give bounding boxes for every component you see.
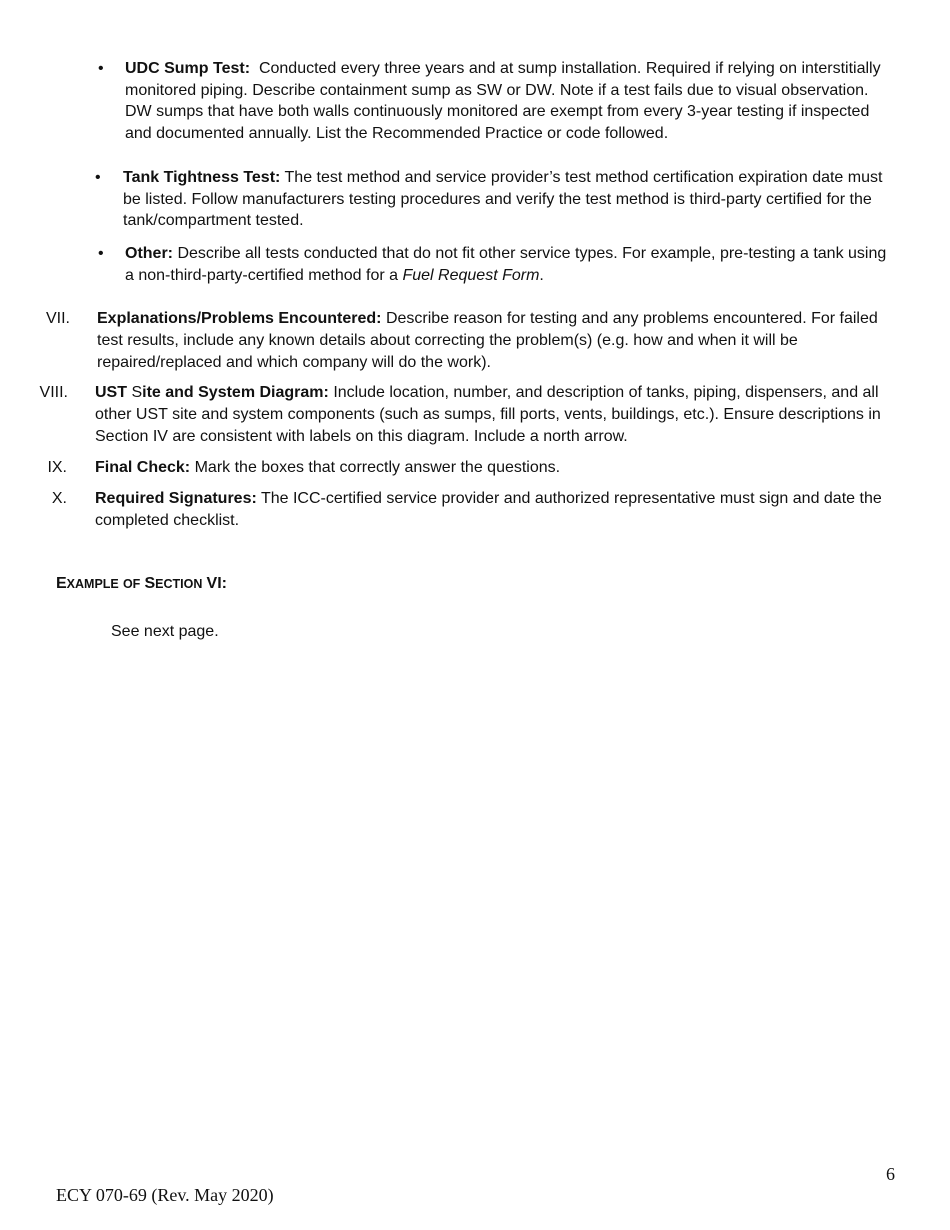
item-vii xyxy=(0,308,900,374)
item-label-rest: ite and System Diagram: xyxy=(142,384,329,401)
item-numeral: IX. xyxy=(47,459,67,476)
item-text xyxy=(97,308,892,374)
item-label: Final Check: xyxy=(95,459,191,476)
bullet-period: . xyxy=(539,266,544,284)
bullet-tank-tightness-test xyxy=(95,167,900,237)
item-numeral: VII. xyxy=(45,310,70,327)
bullet-body: The test method and service provider’s test method certification expiration date must be listed. Follow manufacturers testing procedures and verify the test method is third-party certified for the tank/compartment tested. xyxy=(123,169,883,229)
item-body: Describe reason for testing and any problems encountered. For failed test results, include any known details about correcting the problem(s) (e.g. how and when it will be repaired/replaced and which company will do the work). xyxy=(97,310,878,371)
bullet-other xyxy=(98,243,898,288)
item-body: Mark the boxes that correctly answer the questions. xyxy=(194,459,561,476)
item-text xyxy=(95,382,895,448)
bullet-text xyxy=(125,243,895,286)
item-text xyxy=(95,457,895,479)
see-next-page-text: See next page. xyxy=(111,623,219,640)
bullet-label: UDC Sump Test: xyxy=(125,60,251,77)
item-numeral: VIII. xyxy=(39,384,68,401)
item-text xyxy=(95,488,895,532)
bullet-body: Describe all tests conducted that do not fit other service types. For example, pre-testing a tank using a non-third-party-certified method for a xyxy=(125,245,887,284)
item-x xyxy=(0,488,900,532)
bullet-label: Other: xyxy=(125,245,173,262)
item-label: Required Signatures: xyxy=(95,490,257,507)
item-ix xyxy=(0,457,900,479)
footer-form-number: ECY 070-69 (Rev. May 2020) xyxy=(56,1185,274,1205)
item-numeral: X. xyxy=(51,490,67,507)
bullet-dot: • xyxy=(98,60,104,77)
bullet-text xyxy=(125,58,895,144)
bullet-italic: Fuel Request Form xyxy=(402,266,540,284)
item-viii xyxy=(0,382,900,448)
item-label-s: S xyxy=(131,384,143,401)
bullet-label: Tank Tightness Test: xyxy=(123,169,281,186)
bullet-dot: • xyxy=(95,169,101,186)
page-number: 6 xyxy=(886,1164,895,1184)
example-section-heading: EXAMPLE OF SECTION VI: xyxy=(56,575,227,592)
item-body: Include location, number, and description of tanks, piping, dispensers, and all other UST site and system components (such as sumps, fill ports, vents, buildings, etc.). Ensure descriptions in Section IV are consistent with labels on this diagram. Include a north arrow. xyxy=(95,384,881,445)
bullet-dot: • xyxy=(98,245,104,262)
item-label: Explanations/Problems Encountered: xyxy=(97,310,382,327)
item-body: The ICC-certified service provider and authorized representative must sign and date the completed checklist. xyxy=(95,490,882,529)
item-label: UST xyxy=(95,384,127,401)
bullet-udc-sump-test xyxy=(98,58,898,148)
bullet-body: Conducted every three years and at sump installation. Required if relying on interstitially monitored piping. Describe containment sump as SW or DW. Note if a test fails due to visual observation. DW sumps that have both walls continuously monitored are exempt from every 3-year testing if inspected and documented annually. List the Recommended Practice or code followed. xyxy=(125,60,881,142)
bullet-text xyxy=(123,167,900,232)
